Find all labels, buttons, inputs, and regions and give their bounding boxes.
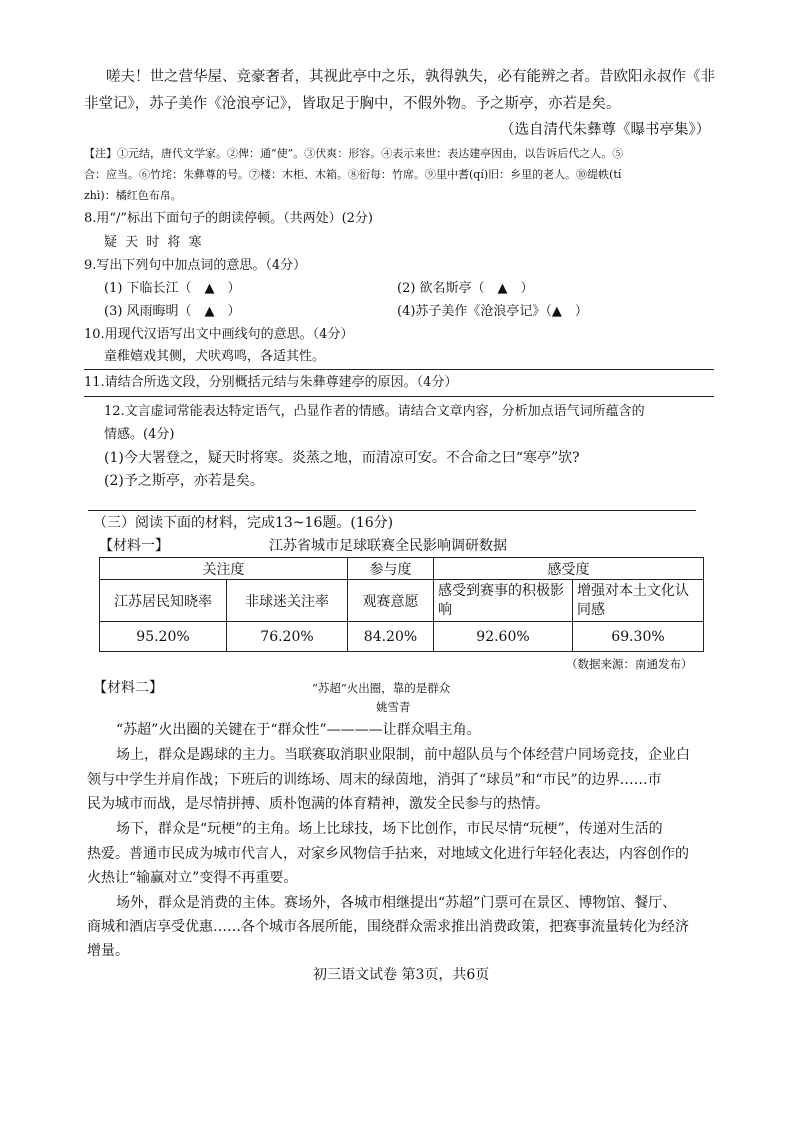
question-8-sentence: 疑 天 时 将 寒 xyxy=(104,235,204,250)
question-12: 12.文言虚词常能表达特定语气，凸显作者的情感。请结合文章内容，分析加点语气词所蕴含的 xyxy=(104,404,645,419)
annotation-line: zhì)：橘红色布帛。 xyxy=(84,189,182,202)
material-2-author: 姚雪青 xyxy=(376,700,411,714)
table-group-header: 感受度 xyxy=(434,558,704,580)
material-2-paragraph: 场上，群众是踢球的主力。当联赛取消职业限制，前中超队员与个体经营户同场竞技，企业白 xyxy=(116,747,690,763)
question-8: 8.用“/”标出下面句子的朗读停顿。（共两处）(2分) xyxy=(84,211,373,226)
question-9: 9.写出下列句中加点词的意思。（4分） xyxy=(84,258,307,273)
table-cell: 92.60% xyxy=(434,622,573,652)
material-2-paragraph: “苏超”火出圈的关键在于“群众性”————让群众唱主角。 xyxy=(116,722,481,738)
passage-line: 嗟夫！世之营华屋、竞豪奢者，其视此亭中之乐，孰得孰失，必有能辨之者。昔欧阳永叔作《非 xyxy=(106,69,715,85)
table-group-header: 关注度 xyxy=(100,558,348,580)
question-12-cont: 情感。(4分) xyxy=(104,427,175,442)
data-source: （数据来源：南通发布） xyxy=(566,657,693,671)
page-footer: 初三语文试卷 第3页，共6页 xyxy=(313,967,490,983)
survey-table xyxy=(99,557,704,652)
annotation-line: 【注】①元结，唐代文学家。②俾：通“使”。③伏爽：形容。④表示来世：表达建亭因由，以告诉后代之人。⑤ xyxy=(84,147,624,160)
table-cell: 69.30% xyxy=(573,622,704,652)
passage-source: （选自清代朱彝尊《曝书亭集》） xyxy=(500,122,711,138)
table-column-header: 感受到赛事的积极影响 xyxy=(434,580,573,622)
table-cell: 95.20% xyxy=(100,622,227,652)
question-9-item: (2) 欲名斯亭（ ▲ ） xyxy=(397,281,534,296)
material-2-paragraph: 增量。 xyxy=(87,943,129,959)
table-column-header: 观赛意愿 xyxy=(348,580,434,622)
material-2-paragraph: 火热让“输赢对立”变得不再重要。 xyxy=(87,870,298,886)
table-cell: 76.20% xyxy=(227,622,348,652)
question-9-item: (3) 风雨晦明（ ▲ ） xyxy=(104,304,241,319)
material-2-paragraph: 场下，群众是“玩梗”的主角。场上比球技，场下比创作，市民尽情“玩梗”，传递对生活的 xyxy=(116,821,663,837)
table-column-header: 非球迷关注率 xyxy=(227,580,348,622)
section-heading: （三）阅读下面的材料，完成13~16题。(16分) xyxy=(93,515,394,531)
table-cell: 84.20% xyxy=(348,622,434,652)
passage-line: 非堂记》，苏子美作《沧浪亭记》，皆取足于胸中，不假外物。予之斯亭，亦若是矣。 xyxy=(84,96,621,112)
material-1-label: 【材料一】 xyxy=(99,538,169,554)
material-2-paragraph: 商城和酒店享受优惠……各个城市各展所能，围绕群众需求推出消费政策，把赛事流量转化为经济 xyxy=(87,919,689,935)
material-2-paragraph: 热爱。普通市民成为城市代言人，对家乡风物信手拈来，对地域文化进行年轻化表达，内容创作的 xyxy=(87,846,689,862)
table-column-header: 增强对本土文化认同感 xyxy=(573,580,704,622)
annotation-line: 合：应当。⑥竹垞：朱彝尊的号。⑦楼：木柜、木箱。⑧衍每：竹席。⑨里中耆(qí)旧：乡里的老人。⑩缇帙(tí xyxy=(84,168,622,181)
material-2-paragraph: 场外，群众是消费的主体。赛场外，各城市相继提出“苏超”门票可在景区、博物馆、餐厅、 xyxy=(116,895,677,911)
divider-line xyxy=(84,396,714,397)
material-1-title: 江苏省城市足球联赛全民影响调研数据 xyxy=(269,538,507,554)
question-11: 11.请结合所选文段，分别概括元结与朱彝尊建亭的原因。（4分） xyxy=(84,375,458,390)
material-2-title: “苏超”火出圈，靠的是群众 xyxy=(312,681,451,695)
question-12-item: (1)今大署登之，疑天时将寒。炎蒸之地，而清凉可安。不合命之曰“寒亭”欤? xyxy=(104,450,580,466)
question-9-item: (1) 下临长江（ ▲ ） xyxy=(104,281,241,296)
question-10-sentence: 童稚嬉戏其侧，犬吠鸡鸣，各适其性。 xyxy=(104,349,326,364)
table-group-header: 参与度 xyxy=(348,558,434,580)
material-2-paragraph: 领与中学生并肩作战；下班后的训练场、周末的绿茵地，消弭了“球员”和“市民”的边界……市 xyxy=(87,772,662,788)
answer-line xyxy=(88,510,696,511)
table-column-header: 江苏居民知晓率 xyxy=(100,580,227,622)
divider-line xyxy=(84,369,714,370)
question-12-item: (2)予之斯亭，亦若是矣。 xyxy=(104,473,264,489)
question-9-item: (4)苏子美作《沧浪亭记》（▲ ） xyxy=(397,304,588,319)
material-2-label: 【材料二】 xyxy=(93,680,163,696)
question-10: 10.用现代汉语写出文中画线句的意思。（4分） xyxy=(84,327,354,342)
material-2-paragraph: 民为城市而战，是尽情拼搏、质朴饱满的体育精神，激发全民参与的热情。 xyxy=(87,796,549,812)
